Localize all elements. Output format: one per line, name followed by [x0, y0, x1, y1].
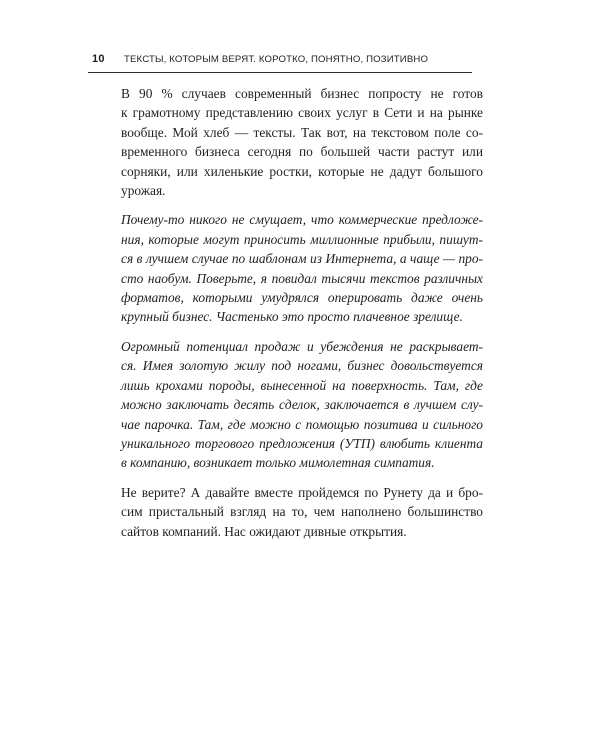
text-line: Огромный потенциал продаж и убеждения не раскрывает- [121, 338, 483, 354]
text-line: уникального торгового предложения (УТП) влюбить клиента [121, 435, 483, 451]
text-line: сайтов компаний. Нас ожидают дивные открытия. [121, 523, 407, 539]
paragraph-2 [121, 210, 483, 326]
text-line: к грамотному представлению своих услуг в Сети и на рынке [121, 105, 483, 121]
text-line: ся в лучшем случае по шаблонам из Интернета, а чаще — про- [121, 251, 483, 267]
running-title: ТЕКСТЫ, КОТОРЫМ ВЕРЯТ. КОРОТКО, ПОНЯТНО, ПОЗИТИВНО [124, 54, 429, 65]
text-line: Почему-то никого не смущает, что коммерческие предложе- [121, 212, 483, 228]
text-line: в компанию, возникает только мимолетная симпатия. [121, 455, 435, 471]
paragraph-3 [121, 337, 483, 473]
text-line: ния, которые могут приносить миллионные прибыли, пишут- [121, 231, 483, 247]
text-line: временного бизнеса сегодня по большей части растут или [121, 144, 483, 160]
text-line: лишь крохами породы, вынесенной на поверхность. Там, где [121, 377, 483, 393]
page-number: 10 [92, 53, 105, 65]
text-line: вообще. Мой хлеб — тексты. Так вот, на текстовом поле со- [121, 124, 483, 140]
text-line: форматов, которыми умудрялся оперировать даже очень [121, 290, 483, 306]
text-line: сто наобум. Поверьте, я повидал тысячи текстов различных [121, 270, 483, 286]
text-line: сорняки, или хиленькие ростки, которые не дадут большого [121, 163, 483, 179]
text-line: сим пристальный взгляд на то, чем наполнено большинство [121, 504, 483, 520]
text-line: крупный бизнес. Частенько это просто плачевное зрелище. [121, 309, 463, 325]
text-line: В 90 % случаев современный бизнес попросту не готов [121, 86, 483, 101]
text-line: чае парочка. Там, где можно с помощью позитива и сильного [121, 416, 483, 432]
text-line: урожая. [121, 183, 166, 199]
text-line: можно заключать десять сделок, заключается в лучшем слу- [121, 397, 483, 413]
body-text [121, 84, 483, 551]
paragraph-1 [121, 84, 483, 200]
page-header [88, 48, 472, 73]
text-line: Не верите? А давайте вместе пройдемся по Рунету да и бро- [121, 484, 483, 500]
paragraph-4 [121, 483, 483, 541]
text-line: ся. Имея золотую жилу под ногами, бизнес довольствуется [121, 358, 483, 374]
